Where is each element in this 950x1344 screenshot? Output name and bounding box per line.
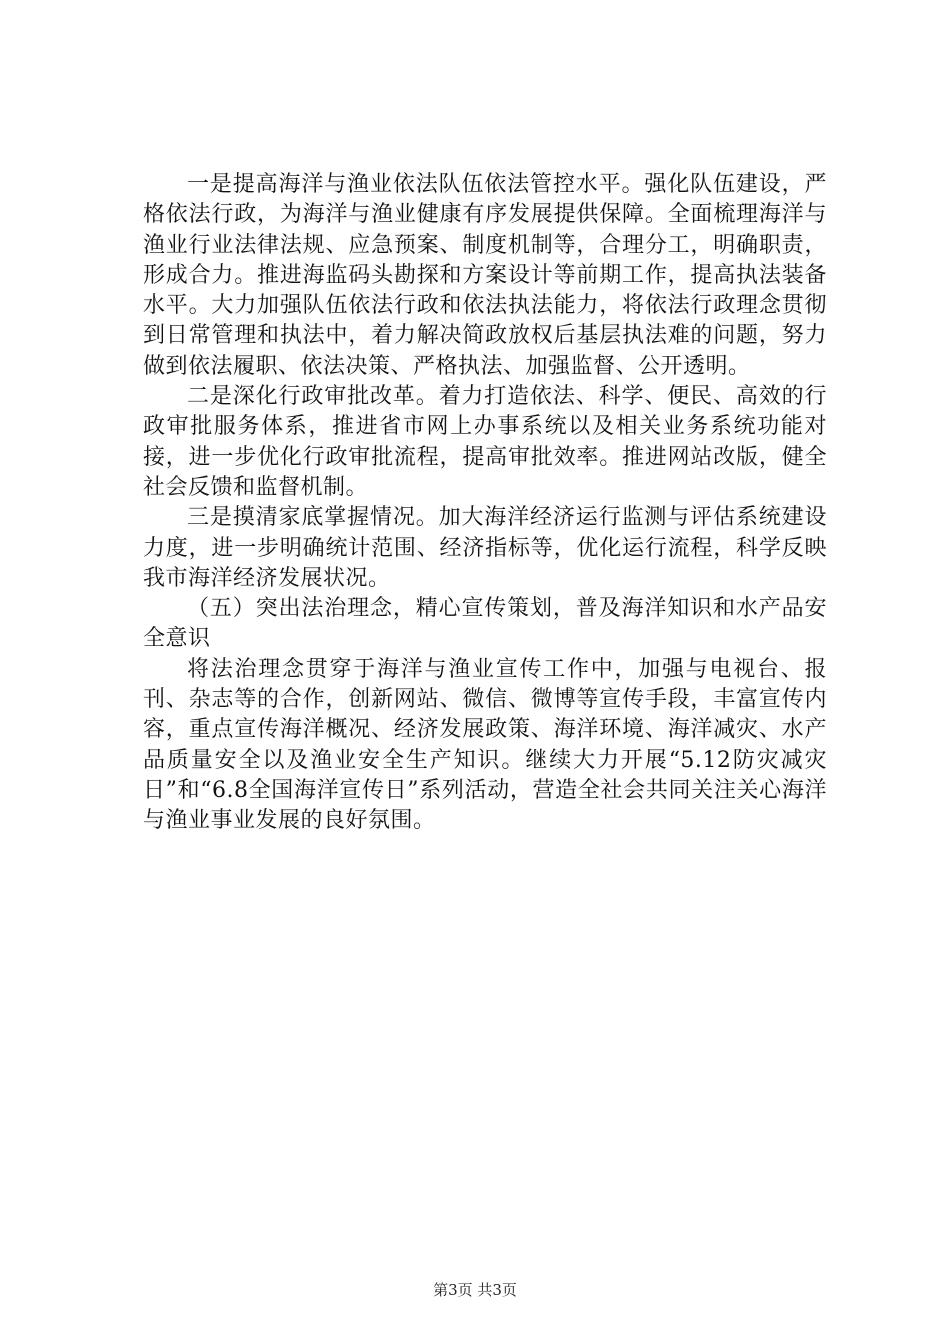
document-body (143, 170, 827, 837)
paragraph-publicity: 将法治理念贯穿于海洋与渔业宣传工作中，加强与电视台、报刊、杂志等的合作，创新网站、微信、微博等宣传手段，丰富宣传内容，重点宣传海洋概况、经济发展政策、海洋环境、海洋减灾、水产品质量安全以及渔业安全生产知识。继续大力开展“5.12防灾减灾日”和“6.8全国海洋宣传日”系列活动，营造全社会共同关注关心海洋与渔业事业发展的良好氛围。 (143, 656, 827, 834)
paragraph-administrative-approval: 二是深化行政审批改革。着力打造依法、科学、便民、高效的行政审批服务体系，推进省市网上办事系统以及相关业务系统功能对接，进一步优化行政审批流程，提高审批效率。推进网站改版，健全社会反馈和监督机制。 (143, 384, 827, 500)
page-number-footer: 第3页 共3页 (433, 1281, 517, 1299)
paragraph-law-enforcement: 一是提高海洋与渔业依法队伍依法管控水平。强化队伍建设，严格依法行政，为海洋与渔业健康有序发展提供保障。全面梳理海洋与渔业行业法律法规、应急预案、制度机制等，合理分工，明确职责，形成合力。推进海监码头勘探和方案设计等前期工作，提高执法装备水平。大力加强队伍依法行政和依法执法能力，将依法行政理念贯彻到日常管理和执法中，着力解决简政放权后基层执法难的问题，努力做到依法履职、依法决策、严格执法、加强监督、公开透明。 (143, 172, 827, 379)
paragraph-economic-monitoring: 三是摸清家底掌握情况。加大海洋经济运行监测与评估系统建设力度，进一步明确统计范围、经济指标等，优化运行流程，科学反映我市海洋经济发展状况。 (143, 505, 827, 591)
section-heading-publicity: （五）突出法治理念，精心宣传策划，普及海洋知识和水产品安全意识 (143, 596, 827, 652)
